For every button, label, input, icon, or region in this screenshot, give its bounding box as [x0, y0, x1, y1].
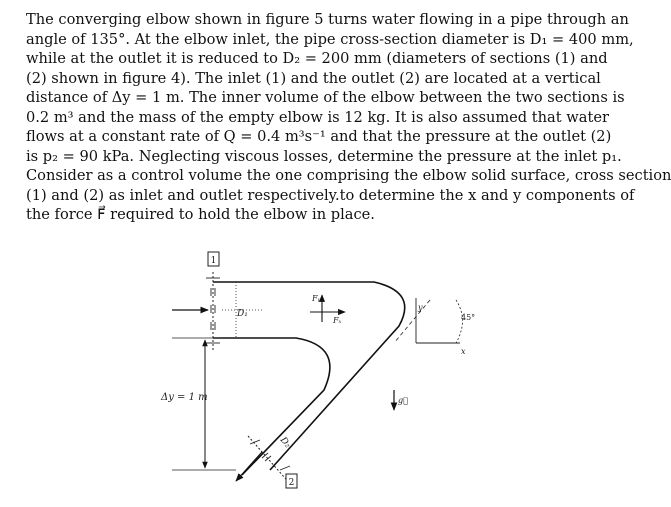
- problem-line: (1) and (2) as inlet and outlet respectively.to determine the x and y components of: [26, 186, 635, 204]
- problem-line: distance of Δy = 1 m. The inner volume of the elbow between the two sections is: [26, 89, 625, 106]
- dy-label: Δy = 1 m: [161, 392, 208, 403]
- problem-line: angle of 135°. At the elbow inlet, the pipe cross-section diameter is D₁ = 400 mm,: [26, 30, 634, 48]
- problem-line: 0.2 m³ and the mass of the empty elbow is 12 kg. It is also assumed that water: [26, 108, 609, 126]
- problem-line: The converging elbow shown in figure 5 turns water flowing in a pipe through an: [26, 11, 629, 28]
- d1-label: D₁: [237, 309, 248, 319]
- fx-label: Fₓ: [333, 316, 342, 325]
- fy-label: Fᵧ: [312, 294, 321, 303]
- elbow-inner-wall: [213, 338, 330, 475]
- problem-line: is p₂ = 90 kPa. Neglecting viscous losses, determine the pressure at the inlet p₁.: [26, 147, 622, 165]
- section-1-label: 1: [210, 256, 217, 266]
- gravity-label: g⃗: [398, 396, 408, 405]
- outlet-flow-arrow: [236, 452, 262, 481]
- angle-label: 45°: [461, 313, 476, 322]
- y-axis-label: y: [418, 303, 423, 312]
- problem-line: the force F⃗ required to hold the elbow in place.: [26, 206, 375, 223]
- outlet-centre-line: [394, 300, 430, 343]
- x-axis-label: x: [461, 347, 466, 356]
- problem-line: Consider as a control volume the one comprising the elbow solid surface, cross section: [26, 167, 671, 184]
- problem-line: flows at a constant rate of Q = 0.4 m³s⁻¹ and that the pressure at the outlet (2): [26, 128, 612, 145]
- d2-label: D₂: [277, 435, 293, 451]
- problem-line: (2) shown in figure 4). The inlet (1) and the outlet (2) are located at a vertical: [26, 69, 601, 87]
- problem-line: while at the outlet it is reduced to D₂ = 200 mm (diameters of sections (1) and: [26, 50, 608, 67]
- section-2-label: 2: [288, 478, 295, 488]
